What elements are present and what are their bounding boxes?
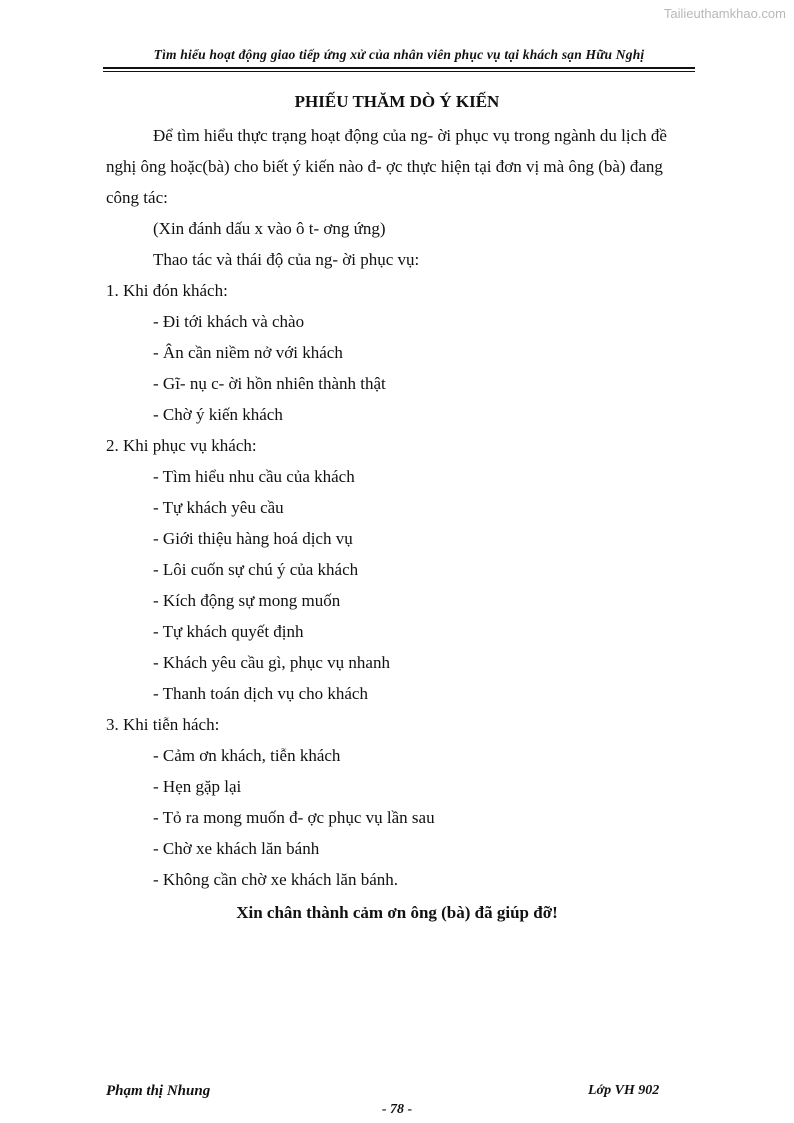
page-number: - 78 -	[381, 1102, 413, 1117]
list-item: - Tự khách yêu cầu	[153, 498, 284, 517]
list-item: - Không cần chờ xe khách lăn bánh.	[153, 870, 399, 889]
closing-text: Xin chân thành cảm ơn ông (bà) đã giúp đỡ!	[236, 903, 558, 922]
list-item: - Kích động sự mong muốn	[153, 591, 341, 610]
instruction-text: (Xin đánh dấu x vào ô t- ơng ứng)	[153, 219, 386, 238]
running-header: Tìm hiểu hoạt động giao tiếp ứng xử của nhân viên phục vụ tại khách sạn Hữu Nghị	[153, 47, 645, 62]
list-item: - Tự khách quyết định	[153, 622, 304, 641]
list-item: - Giới thiệu hàng hoá dịch vụ	[153, 529, 353, 548]
list-item: - Chờ xe khách lăn bánh	[153, 839, 320, 858]
section-heading: 3. Khi tiễn hách:	[106, 715, 220, 734]
intro-line: Để tìm hiểu thực trạng hoạt động của ng- ời phục vụ trong ngành du lịch đề	[153, 126, 667, 145]
list-item: - Cảm ơn khách, tiễn khách	[153, 746, 341, 765]
footer-class: Lớp VH 902	[588, 1083, 660, 1098]
intro-line: nghị ông hoặc(bà) cho biết ý kiến nào đ- ợc thực hiện tại đơn vị mà ông (bà) đang	[106, 157, 663, 176]
header-rule-thin	[103, 71, 695, 72]
list-item: - Ân cần niềm nở với khách	[153, 343, 343, 362]
list-item: - Khách yêu cầu gì, phục vụ nhanh	[153, 653, 390, 672]
footer-author: Phạm thị Nhung	[106, 1083, 211, 1099]
list-item: - Tỏ ra mong muốn đ- ợc phục vụ lần sau	[153, 808, 435, 827]
list-item: - Tìm hiểu nhu cầu của khách	[153, 467, 355, 486]
section-heading: 2. Khi phục vụ khách:	[106, 436, 257, 455]
list-item: - Hẹn gặp lại	[153, 777, 242, 796]
header-rule-thick	[103, 67, 695, 69]
list-item: - Thanh toán dịch vụ cho khách	[153, 684, 368, 703]
watermark: Tailieuthamkhao.com	[663, 6, 786, 21]
list-item: - Lôi cuốn sự chú ý của khách	[153, 560, 359, 579]
document-title: PHIẾU THĂM DÒ Ý KIẾN	[294, 92, 500, 111]
list-item: - Chờ ý kiến khách	[153, 405, 283, 424]
subheading: Thao tác và thái độ của ng- ời phục vụ:	[153, 250, 420, 269]
intro-line: công tác:	[106, 188, 168, 207]
list-item: - Đi tới khách và chào	[153, 312, 305, 331]
section-heading: 1. Khi đón khách:	[106, 281, 228, 300]
list-item: - Gĩ- nụ c- ời hồn nhiên thành thật	[153, 374, 386, 393]
